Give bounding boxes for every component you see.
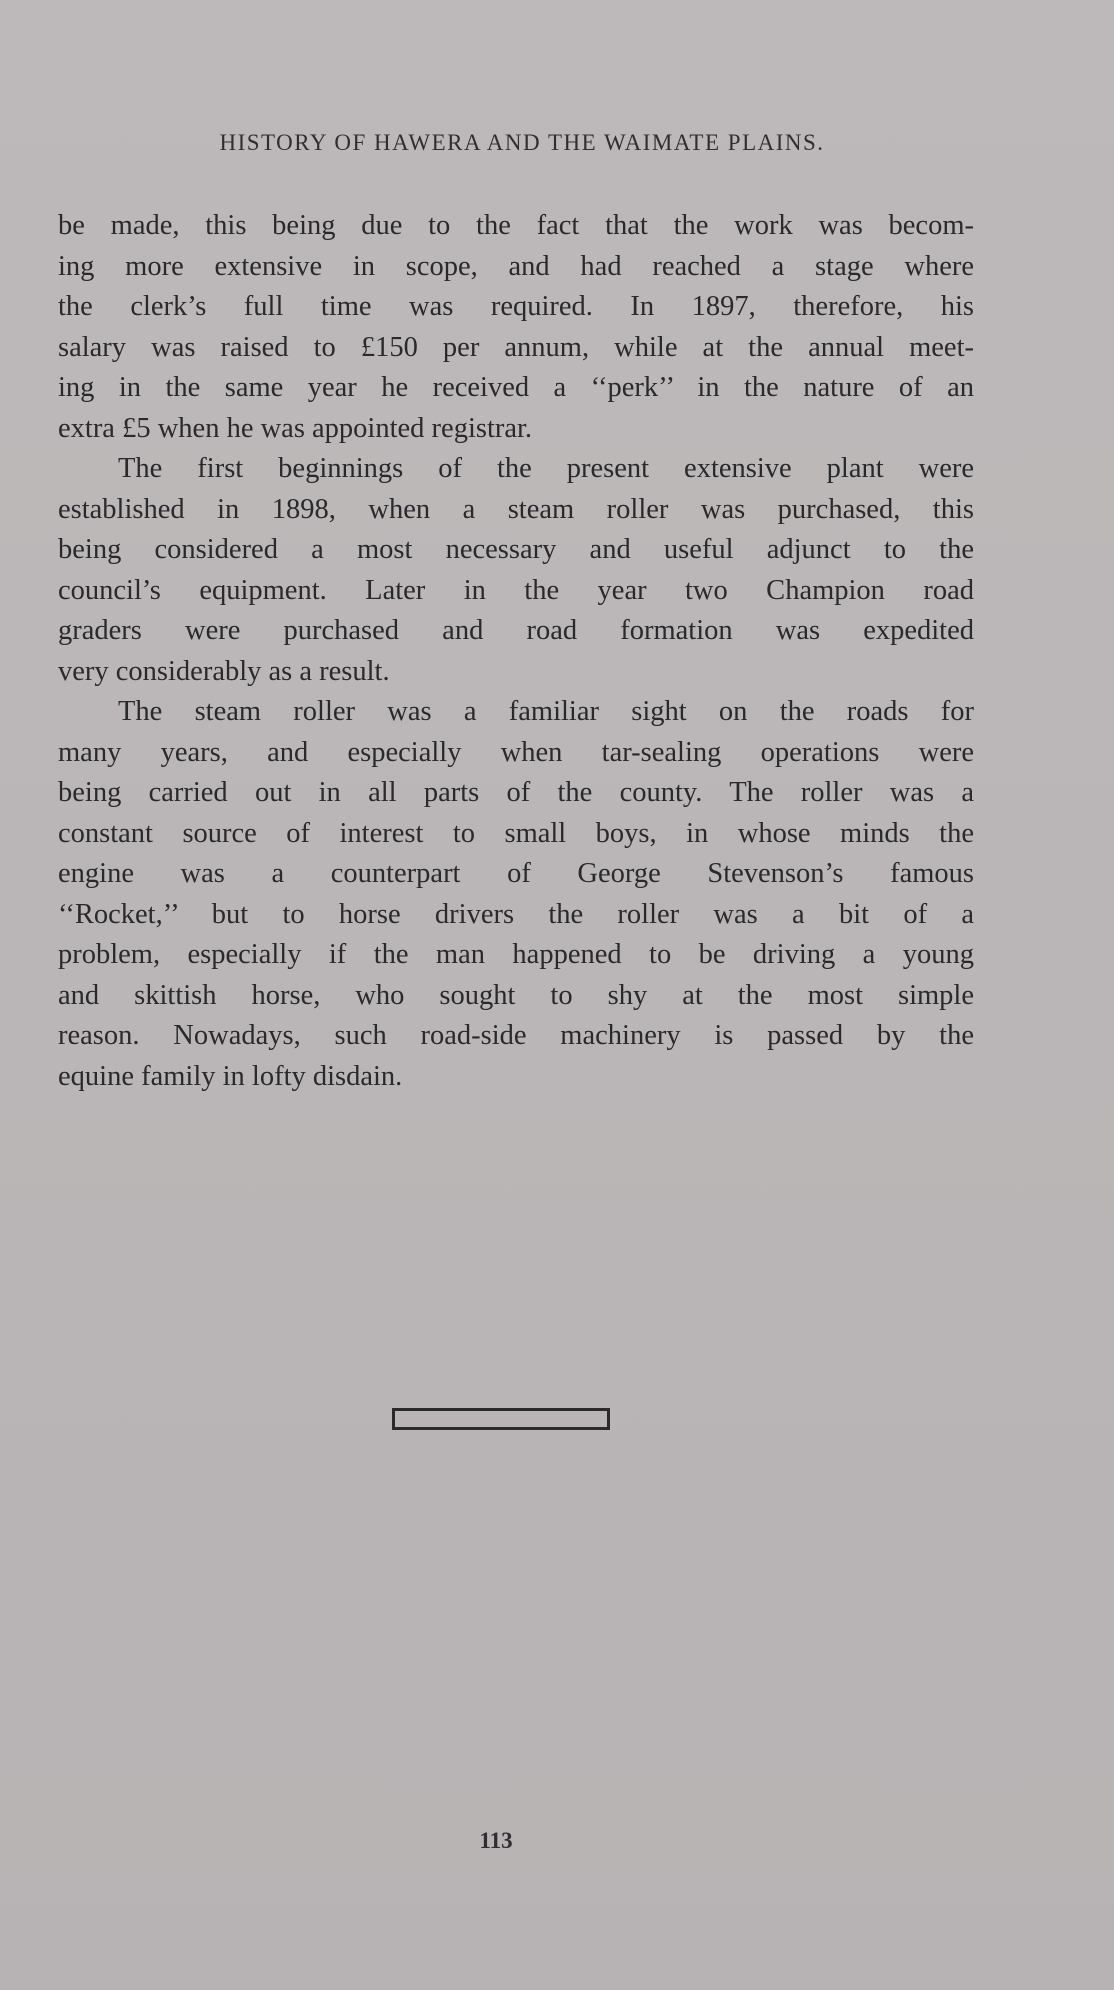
- text-line: and skittish horse, who sought to shy at the most simple: [58, 979, 974, 1011]
- paragraph-3: [58, 692, 974, 1097]
- text-line: reason. Nowadays, such road-side machinery is passed by the: [58, 1020, 974, 1051]
- text-line: equine family in lofty disdain.: [58, 1060, 403, 1092]
- text-line: constant source of interest to small boys, in whose minds the: [58, 817, 974, 849]
- text-line: The steam roller was a familiar sight on the roads for: [118, 696, 974, 727]
- text-line: be made, this being due to the fact that the work was becom-: [58, 210, 974, 241]
- paragraph-2: [58, 449, 974, 692]
- paragraph-1: [58, 206, 974, 449]
- section-end-ornament: [392, 1408, 610, 1430]
- text-line: very considerably as a result.: [58, 655, 390, 687]
- text-line: extra £5 when he was appointed registrar.: [58, 412, 533, 444]
- text-line: ing in the same year he received a ‘‘perk’’ in the nature of an: [58, 372, 974, 403]
- text-line: being considered a most necessary and useful adjunct to the: [58, 534, 974, 565]
- text-line: ‘‘Rocket,’’ but to horse drivers the roller was a bit of a: [58, 898, 974, 930]
- text-line: the clerk’s full time was required. In 1897, therefore, his: [58, 291, 974, 322]
- body-text: [58, 206, 974, 1097]
- text-line: established in 1898, when a steam roller was purchased, this: [58, 493, 974, 525]
- page-number: 113: [479, 1828, 513, 1853]
- text-line: The first beginnings of the present extensive plant were: [118, 453, 974, 484]
- text-line: many years, and especially when tar-sealing operations were: [58, 736, 974, 768]
- text-line: salary was raised to £150 per annum, while at the annual meet-: [58, 331, 974, 363]
- text-line: problem, especially if the man happened to be driving a young: [58, 939, 974, 970]
- text-line: being carried out in all parts of the county. The roller was a: [58, 777, 974, 808]
- text-line: engine was a counterpart of George Stevenson’s famous: [58, 858, 974, 889]
- text-line: council’s equipment. Later in the year two Champion road: [58, 574, 974, 606]
- text-line: ing more extensive in scope, and had reached a stage where: [58, 250, 974, 282]
- text-line: graders were purchased and road formation was expedited: [58, 615, 974, 646]
- running-title: HISTORY OF HAWERA AND THE WAIMATE PLAINS.: [219, 130, 825, 155]
